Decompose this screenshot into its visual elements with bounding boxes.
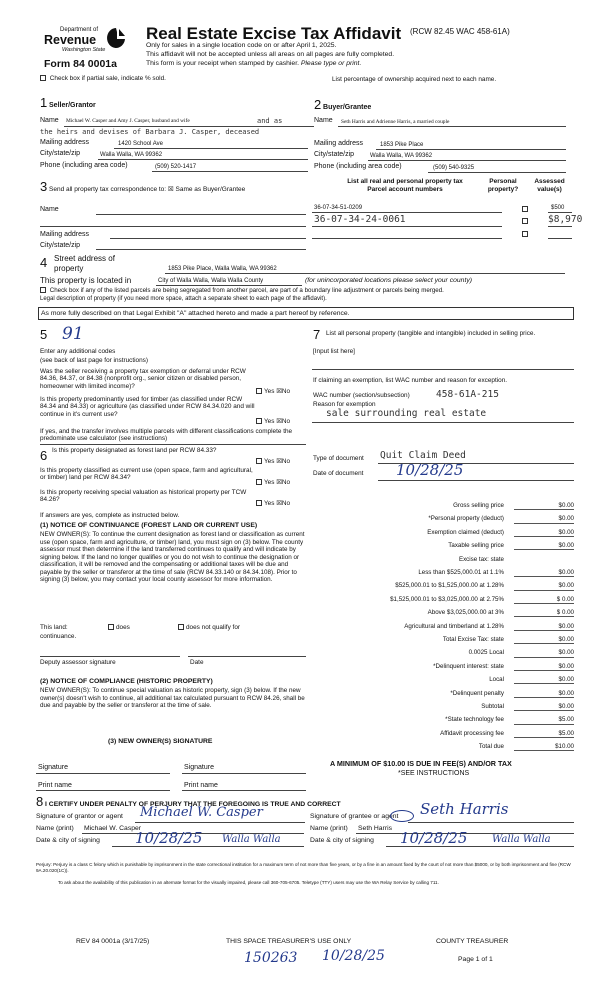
- tax-row-value[interactable]: $0.00: [514, 542, 574, 550]
- seller-city-line: [98, 159, 308, 160]
- tax-row-value[interactable]: $0.00: [514, 676, 574, 684]
- section-3-name-line-2: [40, 226, 306, 227]
- tax-row-label: Less than $525,000.01 at 1.1%: [418, 569, 504, 576]
- dept-of-text: Department of: [60, 27, 99, 33]
- certify-text: I CERTIFY UNDER PENALTY OF PERJURY THAT THE FOREGOING IS TRUE AND CORRECT: [45, 801, 341, 808]
- street-label-1: Street address of: [54, 254, 115, 263]
- parcel-col-1-a: List all real and personal property tax: [347, 178, 463, 185]
- owner-print-label-1: Print name: [38, 782, 72, 789]
- this-land-label: This land:: [40, 624, 68, 631]
- buyer-city-label: City/state/zip: [314, 151, 355, 158]
- grantor-signature[interactable]: Michael W. Casper: [140, 805, 263, 820]
- tax-row: [312, 716, 574, 726]
- tax-row-label: *Delinquent interest: state: [433, 662, 504, 670]
- tax-row: [312, 609, 574, 619]
- tax-row-label: Exemption claimed (deduct): [427, 528, 504, 536]
- tax-row-value[interactable]: $0.00: [514, 636, 574, 644]
- s5-divider: [40, 444, 306, 445]
- tax-row-label: Total due: [478, 743, 504, 751]
- buyer-city-line: [368, 160, 566, 161]
- tax-row-value[interactable]: $ 0.00: [514, 609, 574, 617]
- located-line: [156, 285, 302, 286]
- continuance-heading: (1) NOTICE OF CONTINUANCE (FOREST LAND OR CURRENT USE): [40, 522, 258, 529]
- does-not-checkbox[interactable]: [178, 624, 184, 630]
- header-note-2: This affidavit will not be accepted unless all areas on all pages are fully completed.: [146, 51, 395, 58]
- s6-q3-yesno-text: Yes ☒No: [264, 500, 291, 507]
- tax-row-value[interactable]: $0.00: [514, 649, 574, 657]
- s6-question-1: Is this property designated as forest land per RCW 84.33?: [52, 447, 217, 454]
- perjury-text: Perjury: Perjury is a class C felony which is punishable by imprisonment in the state correctional institution for a maximum term of not more than five years, or by a fine in an amount fixed by the court of not more than $5000, or by both imprisonment and fine (RCW 9A.20.020(1C)).: [36, 862, 571, 873]
- tax-row: [312, 743, 574, 753]
- s5-question-1: Was the seller receiving a property tax exemption or deferral under RCW 84.36, 84.37, or 84.38 (nonprofit org., senior citizen or disabled person, homeowner with limited income)?: [40, 368, 246, 390]
- new-owner-sig-heading: (3) NEW OWNER(S) SIGNATURE: [108, 738, 213, 745]
- parcel-row-1-checkbox[interactable]: [522, 206, 528, 212]
- exempt-text: If claiming an exemption, list WAC number and reason for exception.: [313, 377, 508, 384]
- seller-phone-value[interactable]: (509) 520-1417: [155, 164, 197, 170]
- section-3-text[interactable]: Send all property tax correspondence to: ☒ Same as Buyer/Grantee: [49, 186, 246, 193]
- doc-date-value[interactable]: 10/28/25: [396, 461, 464, 479]
- grantee-date-label: Date & city of signing: [310, 837, 374, 844]
- grantor-sig-line: [135, 822, 305, 823]
- parcel-row-2-line: [312, 226, 502, 227]
- s6-q2-yes-box[interactable]: [256, 479, 262, 485]
- buyer-phone-value[interactable]: (509) 540-9325: [433, 165, 475, 171]
- tax-row-value[interactable]: $0.00: [514, 582, 574, 590]
- buyer-address-line: [376, 149, 566, 150]
- grantor-name-value[interactable]: Michael W. Casper: [84, 825, 142, 832]
- tax-row: [312, 502, 574, 512]
- tax-row-label: Affidavit processing fee: [440, 729, 504, 737]
- continuance-label: continuance.: [40, 633, 77, 640]
- grantee-signature[interactable]: Seth Harris: [420, 800, 509, 818]
- s6-q2-yesno[interactable]: [256, 479, 290, 486]
- parcel-col-2-b: property?: [487, 186, 519, 193]
- seller-phone-line: [152, 171, 308, 172]
- tax-row-label: Above $3,025,000.00 at 3%: [427, 609, 504, 617]
- located-note: (for unincorporated locations please select your county): [305, 277, 472, 284]
- buyer-name-line: [338, 126, 566, 127]
- seller-name-label: Name: [40, 117, 59, 124]
- s6-q2-yesno-text: Yes ☒No: [264, 479, 291, 486]
- revenue-text: Revenue: [44, 33, 97, 47]
- section-3-number: 3: [40, 179, 48, 194]
- tax-row-value[interactable]: $0.00: [514, 529, 574, 537]
- parcel-col-1-b: Parcel account numbers: [367, 186, 443, 193]
- minimum-line-2: *SEE INSTRUCTIONS: [398, 770, 470, 777]
- tax-row-value[interactable]: $0.00: [514, 623, 574, 631]
- tax-row-value[interactable]: $0.00: [514, 515, 574, 523]
- tax-row-label: Taxable selling price: [448, 542, 504, 550]
- grantee-date-line: [386, 846, 574, 847]
- s5-q2-yesno-text: Yes ☒No: [264, 418, 291, 425]
- parcel-row-1-number[interactable]: 36-07-34-51-0209: [314, 205, 363, 211]
- legal-label: Legal description of property (if you need more space, attach a separate sheet to each page of the affidavit).: [40, 296, 327, 302]
- grantee-name-label: Name (print): [310, 825, 348, 832]
- tax-row-label: Local: [489, 676, 504, 684]
- parcel-col-3-a: Assessed: [534, 178, 565, 185]
- doc-date-label: Date of document: [313, 470, 364, 477]
- s5-q1-yesno-text: Yes ☒No: [264, 388, 291, 395]
- s6-question-2: Is this property classified as current use (open space, farm and agricultural, or timber) land per RCW 84.34?: [40, 467, 253, 482]
- seller-name-line: [64, 126, 314, 127]
- section-6-number: 6: [40, 448, 48, 463]
- seller-address-value[interactable]: 1420 School Ave: [118, 141, 163, 147]
- grantor-name-label: Name (print): [36, 825, 74, 832]
- header-note-1: Only for sales in a single location code on or after April 1, 2025.: [146, 42, 337, 49]
- street-label-2: property: [54, 264, 84, 273]
- wac-label: WAC number (section/subsection): [313, 392, 410, 399]
- tax-row-value[interactable]: $5.00: [514, 730, 574, 738]
- parcel-row-2-value-line: [548, 226, 572, 227]
- buyer-phone-line: [428, 172, 566, 173]
- section-3: [40, 180, 245, 195]
- tax-row: [312, 649, 574, 659]
- tax-row: [312, 529, 574, 539]
- section-5-code-handwritten: 91: [62, 324, 84, 344]
- grantee-date[interactable]: 10/28/25: [400, 829, 468, 847]
- segregated-row: [40, 287, 580, 294]
- section-3-city-label: City/state/zip: [40, 242, 81, 249]
- tax-row: [312, 690, 574, 700]
- seller-address-line: [114, 148, 308, 149]
- tax-row-label: Excise tax: state: [458, 555, 504, 563]
- seller-city-label: City/state/zip: [40, 150, 81, 157]
- partial-sale-checkbox[interactable]: [40, 75, 46, 81]
- ownership-note: List percentage of ownership acquired next to each name.: [332, 76, 497, 83]
- seller-city-value[interactable]: Walla Walla, WA 99362: [100, 152, 163, 158]
- receipt-number: 150263: [244, 950, 298, 966]
- section-3-city-line: [96, 249, 306, 250]
- section-8-number: 8: [36, 794, 44, 809]
- tax-row: [312, 636, 574, 646]
- s6-q1-yesno-text: Yes ☒No: [264, 458, 291, 465]
- s6-q3-yes-box[interactable]: [256, 500, 262, 506]
- owner-sig-line-1[interactable]: [36, 773, 170, 774]
- does-label: does: [116, 624, 130, 631]
- s6-question-3: Is this property receiving special valuation as historical property per TCW 84.26?: [40, 489, 247, 504]
- treasurer-use-label: THIS SPACE TREASURER'S USE ONLY: [226, 938, 352, 945]
- segregated-checkbox[interactable]: [40, 287, 46, 293]
- page-title: Real Estate Excise Tax Affidavit: [146, 24, 402, 43]
- grantor-date-line: [112, 846, 304, 847]
- s5-q2-yesno[interactable]: [256, 418, 290, 425]
- partial-sale-row: [40, 75, 166, 82]
- tax-row-value[interactable]: $ 0.00: [514, 596, 574, 604]
- owner-signature-label-1: Signature: [38, 764, 68, 771]
- revenue-logo-icon: [106, 27, 126, 49]
- tax-row-label: $1,525,000.01 to $3,025,000.00 at 2.75%: [390, 595, 504, 603]
- sig-grantor-label: Signature of grantor or agent: [36, 813, 123, 820]
- tax-row-label: Total Excise Tax: state: [442, 636, 504, 643]
- parcel-col-2-a: Personal: [489, 178, 517, 185]
- tax-row-label: $525,000.01 to $1,525,000.00 at 1.28%: [395, 582, 504, 590]
- parcel-row-1-line: [312, 212, 502, 213]
- header-note-3: [146, 60, 361, 68]
- s5-q1-yes-box[interactable]: [256, 388, 262, 394]
- tax-row: [312, 663, 574, 673]
- buyer-city-value[interactable]: Walla Walla, WA 99362: [370, 153, 433, 159]
- s6-q3-yesno[interactable]: [256, 500, 290, 507]
- owner-print-label-2: Print name: [184, 782, 218, 789]
- tax-row: [312, 730, 574, 740]
- header-note-3-text: This form is your receipt when stamped by cashier.: [146, 60, 299, 67]
- codes-label-1: Enter any additional codes: [40, 348, 116, 355]
- form-revision: REV 84 0001a (3/17/25): [76, 938, 150, 945]
- seller-address-label: Mailing address: [40, 139, 90, 146]
- parcel-row-2-number[interactable]: 36-07-34-24-0061: [314, 214, 406, 225]
- compliance-heading: (2) NOTICE OF COMPLIANCE (HISTORIC PROPERTY): [40, 678, 213, 685]
- parcel-col-3-b: value(s): [537, 186, 562, 193]
- deputy-signature-label: Deputy assessor signature: [40, 659, 116, 666]
- s5-q1-yesno[interactable]: [256, 388, 290, 395]
- located-label: This property is located in: [40, 276, 132, 285]
- section-1-number: 1: [40, 95, 48, 110]
- s7-input-here[interactable]: [Input list here]: [313, 348, 355, 355]
- segregated-label: Check box if any of the listed parcels are being segregated from another parcel, are part of a boundary line adjustment or parcels being merged.: [49, 287, 444, 294]
- s5-question-2: Is this property predominantly used for timber (as classified under RCW 84.34 and 84.33) or agriculture (as classified under RCW 84.34.020 and will continue in it's current use?: [40, 396, 255, 418]
- owner-print-line-1[interactable]: [36, 790, 170, 791]
- s5-question-2-note: If yes, and the transfer involves multiple parcels with different classifications complete the predominate use calculator (see instructions): [40, 428, 293, 443]
- does-checkbox[interactable]: [108, 624, 114, 630]
- s6-q1-yes-box[interactable]: [256, 458, 262, 464]
- form-number: Form 84 0001a: [44, 58, 117, 70]
- county-treasurer-label: COUNTY TREASURER: [436, 938, 509, 945]
- section-3-address-label: Mailing address: [40, 231, 90, 238]
- sig-grantee-label: Signature of grantee or agent: [310, 813, 399, 820]
- section-3-address-line: [110, 238, 306, 239]
- grantor-city[interactable]: Walla Walla: [222, 834, 281, 845]
- tax-row-value[interactable]: $0.00: [514, 569, 574, 577]
- tax-row-value[interactable]: $0.00: [514, 690, 574, 698]
- parcel-row-1-value[interactable]: $500: [551, 205, 565, 211]
- seller-name-typed: and as: [257, 117, 283, 125]
- s7-text: List all personal property (tangible and intangible) included in selling price.: [326, 330, 536, 337]
- street-line: [165, 273, 565, 274]
- receipt-date: 10/28/25: [322, 948, 385, 964]
- tax-row-label: *Personal property (deduct): [428, 515, 504, 523]
- section-3-name-line: [96, 214, 306, 215]
- tax-row: [312, 542, 574, 552]
- buyer-address-label: Mailing address: [314, 140, 364, 147]
- tax-row-label: Agricultural and timberland at 1.28%: [404, 622, 504, 630]
- grantee-name-value[interactable]: Seth Harris: [358, 825, 392, 832]
- grantee-agent-circle: [390, 810, 414, 822]
- owner-print-line-2[interactable]: [182, 790, 306, 791]
- tax-row-label: Gross selling price: [453, 502, 504, 509]
- partial-sale-label: Check box if partial sale, indicate % sold.: [49, 75, 166, 82]
- reason-value[interactable]: sale surrounding real estate: [326, 408, 487, 419]
- header-note-3-em: Please type or print.: [300, 60, 362, 67]
- tax-row: [312, 556, 574, 566]
- owner-signature-label-2: Signature: [184, 764, 214, 771]
- buyer-address-value[interactable]: 1853 Pike Place: [380, 142, 424, 148]
- tax-row-label: *State technology fee: [445, 716, 504, 724]
- deputy-date-label: Date: [190, 659, 204, 666]
- doc-type-label: Type of document: [313, 455, 364, 462]
- tax-row: [312, 596, 574, 606]
- legal-value: As more fully described on that Legal Exhibit "A" attached hereto and made a part hereof by reference.: [41, 310, 350, 317]
- parcel-row-1-value-line: [548, 212, 572, 213]
- compliance-text: NEW OWNER(S): To continue special valuation as historic property, sign (3) below. If the new owner(s) doesn't wish to continue, all additional tax calculated pursuant to RCW 84.26, shall be due and payable by the seller or transferor at the time of sale.: [40, 687, 305, 710]
- section-7-number: 7: [313, 327, 321, 342]
- wa-state-text: Washington State: [62, 47, 106, 53]
- buyer-heading: [314, 98, 371, 113]
- s7-list-line: [312, 369, 574, 370]
- tax-row-value[interactable]: $10.00: [514, 743, 574, 751]
- grantee-city[interactable]: Walla Walla: [492, 834, 551, 845]
- grantor-date[interactable]: 10/28/25: [135, 829, 203, 847]
- seller-name-typed-2: the heirs and devises of Barbara J. Casper, deceased: [40, 128, 260, 136]
- tax-row: [312, 515, 574, 525]
- parcel-row-3-checkbox[interactable]: [522, 231, 528, 237]
- s6-note: If answers are yes, complete as instructed below.: [40, 512, 180, 519]
- grantee-sig-line: [408, 822, 574, 823]
- section-4-number: 4: [40, 255, 48, 270]
- tax-row: [312, 703, 574, 713]
- tax-row-value[interactable]: $5.00: [514, 716, 574, 724]
- page-number: Page 1 of 1: [458, 956, 493, 963]
- seller-heading: [40, 96, 96, 111]
- accessibility-text: To ask about the availability of this publication in an alternate format for the visually impaired, please call 360-705-6705. Teletype (TTY) users may use the WA Relay Service by calling 711.: [58, 880, 439, 885]
- does-not-label: does not qualify for: [186, 624, 240, 631]
- parcel-row-2-value[interactable]: $8,970: [548, 214, 583, 225]
- minimum-line-1: A MINIMUM OF $10.00 IS DUE IN FEE(S) AND/OR TAX: [330, 759, 512, 768]
- located-value[interactable]: City of Walla Walla, Walla Walla County: [158, 278, 264, 284]
- section-2-number: 2: [314, 97, 322, 112]
- tax-row: [312, 676, 574, 686]
- parcel-row-3-line: [312, 238, 502, 239]
- continuance-text: NEW OWNER(S): To continue the current designation as forest land or classification as current use (open space, farm and agriculture, or timber) land, you must sign on (3) below. The county assessor must then determine if the land transferred continues to qualify and will indicate by signing below. If the land no longer qualifies or you do not wish to continue the designation or classification, it will be removed and the compensating or additional taxes will be due and payable by the seller or transferor at the time of sale (RCW 84.33.140 or 84.34.108). Prior to signing (3) below, you may contact your local county assessor for more information.: [40, 531, 305, 584]
- parcel-row-3-value-line: [548, 238, 572, 239]
- tax-row: [312, 582, 574, 592]
- doc-date-line: [378, 480, 574, 481]
- wac-value[interactable]: 458-61A-215: [436, 389, 499, 400]
- street-value[interactable]: 1853 Pike Place, Walla Walla, WA 99362: [168, 266, 277, 272]
- tax-row: [312, 569, 574, 579]
- tax-row-label: Subtotal: [481, 703, 504, 710]
- s6-q1-yesno[interactable]: [256, 458, 290, 465]
- reason-label: Reason for exemption: [313, 401, 376, 408]
- tax-row-label: 0.0025 Local: [468, 649, 504, 657]
- tax-row-value[interactable]: $0.00: [514, 703, 574, 711]
- buyer-name-label: Name: [314, 117, 333, 124]
- seller-name-value[interactable]: Michael W. Casper and Amy J. Casper, husband and wife: [66, 118, 190, 124]
- parcel-row-2-checkbox[interactable]: [522, 218, 528, 224]
- reason-line: [312, 422, 574, 423]
- buyer-name-value[interactable]: Seth Harris and Adrienne Harris, a married couple: [341, 119, 450, 125]
- seller-heading-text: Seller/Grantor: [49, 102, 96, 109]
- tax-row-value[interactable]: $0.00: [514, 502, 574, 510]
- grantor-date-label: Date & city of signing: [36, 837, 100, 844]
- does-row: [108, 624, 130, 631]
- section-5-number: 5: [40, 327, 48, 342]
- legal-box[interactable]: [38, 307, 574, 320]
- deputy-sig-line[interactable]: [40, 656, 180, 657]
- tax-row: [312, 623, 574, 633]
- tax-row-value[interactable]: $0.00: [514, 663, 574, 671]
- deputy-date-line[interactable]: [188, 656, 306, 657]
- s5-q2-yes-box[interactable]: [256, 418, 262, 424]
- doc-type-value[interactable]: Quit Claim Deed: [380, 450, 466, 461]
- owner-sig-line-2[interactable]: [182, 773, 306, 774]
- section-3-name-label: Name: [40, 206, 59, 213]
- rcw-reference: (RCW 82.45 WAC 458-61A): [410, 27, 510, 36]
- buyer-phone-label: Phone (including area code): [314, 163, 402, 170]
- buyer-heading-text: Buyer/Grantee: [323, 104, 372, 111]
- tax-row-label: *Delinquent penalty: [450, 689, 504, 697]
- does-not-row: [178, 624, 240, 631]
- seller-phone-label: Phone (including area code): [40, 162, 128, 169]
- codes-label-2: (see back of last page for instructions): [40, 357, 148, 364]
